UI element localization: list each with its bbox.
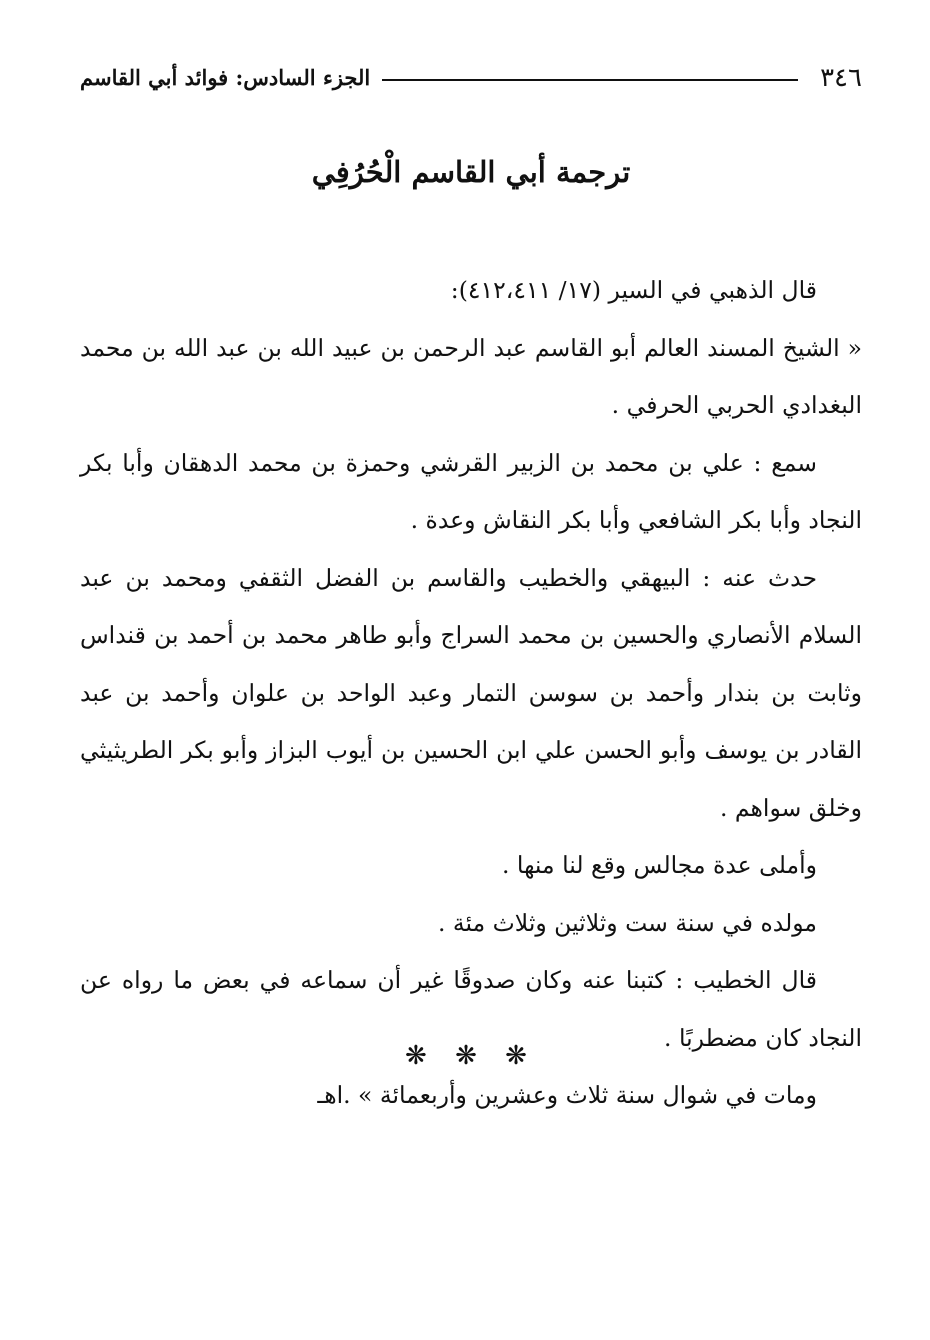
header-rule (382, 79, 798, 81)
body-text (80, 262, 862, 1125)
citation-paragraph: قال الذهبي في السير (١٧/ ٤١٢،٤١١): (450, 276, 817, 304)
birth-paragraph: مولده في سنة ست وثلاثين وثلاث مئة . (437, 908, 817, 937)
chapter-title: ترجمة أبي القاسم الْحُرُفِي (311, 155, 631, 189)
dictation-paragraph: وأملى عدة مجالس وقع لنا منها . (501, 851, 817, 879)
page-number: ٣٤٦ (820, 63, 862, 93)
running-head (80, 58, 862, 98)
students-paragraph: حدث عنه : البيهقي والخطيب والقاسم بن الفضل الثقفي ومحمد بن عبد السلام الأنصاري والحسين بن محمد السراج وأبو طاهر محمد بن أحمد بن قنداس وثابت بن بندار وأحمد بن سوسن التمار وعبد الواحد بن علوان وأحمد بن عبد القادر بن يوسف وأبو الحسن علي ابن الحسين بن أيوب البزاز وأبو بكر الطريثيثي وخلق سواهم . (80, 563, 862, 822)
section-end-ornament: ❋ ❋ ❋ (405, 1041, 537, 1071)
running-title: الجزء السادس: فوائد أبي القاسم (80, 65, 371, 90)
biography-paragraph: « الشيخ المسند العالم أبو القاسم عبد الرحمن بن عبيد الله بن عبد الله بن محمد البغدادي الحربي الحرفي . (80, 333, 862, 419)
teachers-paragraph: سمع : علي بن محمد بن الزبير القرشي وحمزة بن محمد الدهقان وأبا بكر النجاد وأبا بكر الشافعي وأبا بكر النقاش وعدة . (80, 448, 862, 534)
khatib-quote-paragraph: قال الخطيب : كتبنا عنه وكان صدوقًا غير أن سماعه في بعض ما رواه عن النجاد كان مضطربًا . (80, 966, 862, 1052)
death-paragraph: ومات في شوال سنة ثلاث وعشرين وأربعمائة » .اهـ (317, 1081, 817, 1109)
